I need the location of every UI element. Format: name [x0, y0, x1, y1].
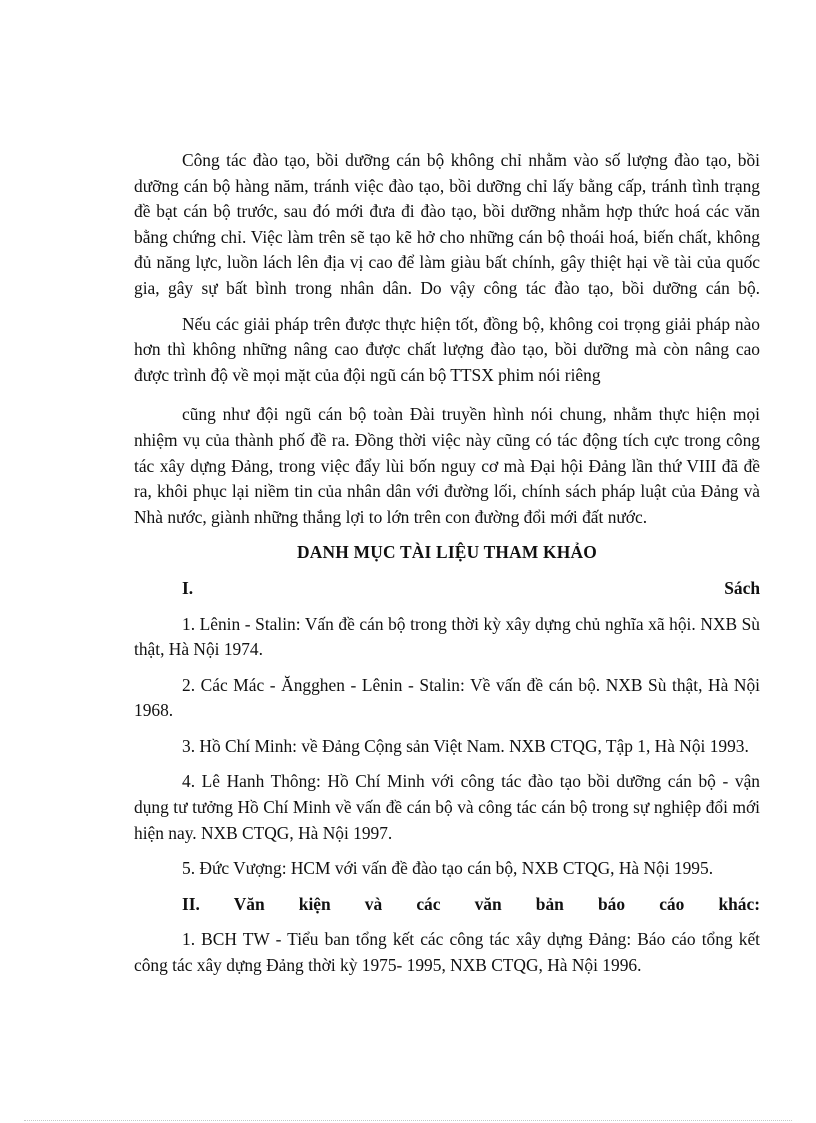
body-paragraph-3: cũng như đội ngũ cán bộ toàn Đài truyền hình nói chung, nhằm thực hiện mọi nhiệm vụ của thành phố đề ra. Đồng thời việc này cũng có tác động tích cực trong công tác xây dựng Đảng, trong việc đẩy lùi bốn nguy cơ mà Đại hội Đảng lần thứ VIII đã đề ra, khôi phục lại niềm tin của nhân dân với đường lối, chính sách pháp luật của Đảng và Nhà nước, giành những thắng lợi to lớn trên con đường đổi mới đất nước.	[134, 404, 760, 527]
body-paragraph-2: Nếu các giải pháp trên được thực hiện tốt, đồng bộ, không coi trọng giải pháp nào hơn thì không những nâng cao được chất lượng đào tạo, bồi dưỡng mà còn nâng cao được trình độ về mọi mặt của đội ngũ cán bộ TTSX phim nói riêng	[134, 313, 760, 385]
reference-item-4: 4. Lê Hanh Thông: Hồ Chí Minh với công tác đào tạo bồi dưỡng cán bộ - vận dụng tư tưởng Hồ Chí Minh về vấn đề cán bộ và công tác cán bộ trong sự nghiệp đổi mới hiện nay. NXB CTQG, Hà Nội 1997.	[134, 771, 760, 843]
body-paragraph-1: Công tác đào tạo, bồi dưỡng cán bộ không chỉ nhằm vào số lượng đào tạo, bồi dưỡng cán bộ hàng năm, tránh việc đào tạo, bồi dưỡng chỉ lấy bằng cấp, tránh tình trạng đề bạt cán bộ trước, sau đó mới đưa đi đào tạo, bồi dưỡng nhằm hợp thức hoá các văn bằng chứng chỉ. Việc làm trên sẽ tạo kẽ hở cho những cán bộ thoái hoá, biến chất, không đủ năng lực, luồn lách lên địa vị cao để làm giàu bất chính, gây thiệt hại về tài của quốc gia, gây sự bất bình trong nhân dân. Do vậy công tác đào tạo, bồi dưỡng cán bộ.	[134, 150, 760, 298]
references-title: DANH MỤC TÀI LIỆU THAM KHẢO	[297, 542, 597, 563]
reference-item-2: 2. Các Mác - Ăngghen - Lênin - Stalin: Về vấn đề cán bộ. NXB Sù thật, Hà Nội 1968.	[134, 674, 760, 721]
references-section-2-heading: II. Văn kiện và các văn bản báo cáo khác:	[182, 893, 760, 914]
reference-section-2-item-1: 1. BCH TW - Tiểu ban tổng kết các công tác xây dựng Đảng: Báo cáo tổng kết công tác xây dựng Đảng thời kỳ 1975- 1995, NXB CTQG, Hà Nội 1996.	[134, 929, 760, 976]
section-1-number: I.	[182, 577, 194, 598]
reference-item-1: 1. Lênin - Stalin: Vấn đề cán bộ trong thời kỳ xây dựng chủ nghĩa xã hội. NXB Sù thật, Hà Nội 1974.	[134, 613, 760, 660]
document-page	[134, 148, 760, 989]
page-bottom-divider	[24, 1120, 792, 1121]
section-1-label: Sách	[724, 577, 760, 598]
references-section-1-heading	[134, 576, 760, 602]
reference-item-3: 3. Hồ Chí Minh: về Đảng Cộng sản Việt Nam. NXB CTQG, Tập 1, Hà Nội 1993.	[182, 735, 749, 756]
reference-item-5: 5. Đức Vượng: HCM với vấn đề đào tạo cán bộ, NXB CTQG, Hà Nội 1995.	[182, 858, 714, 879]
